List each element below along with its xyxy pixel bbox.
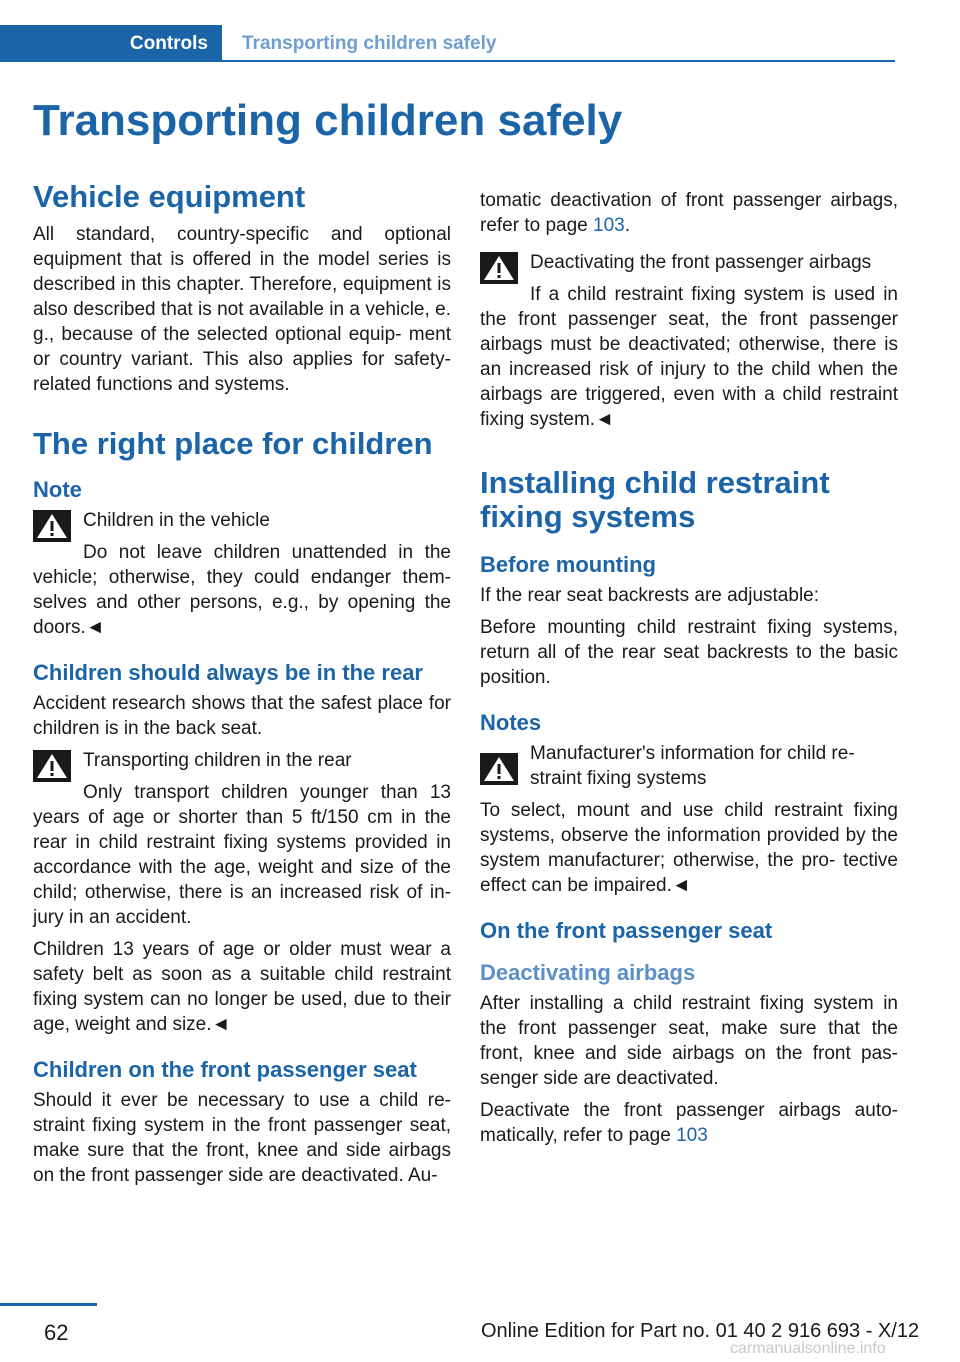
warning-text: Only transport children younger than 13 years of age or shorter than 5 ft/150 cm in the rear in child restraint fixing systems provided in accordance with the age, weight and size of the child; otherwise, there is an increased risk of in- jury in an accident. (33, 782, 451, 928)
paragraph-rear: Accident research shows that the safest place for children is in the back seat. (33, 693, 451, 739)
breadcrumb: Transporting children safely (242, 32, 497, 54)
right-column (480, 188, 898, 1155)
paragraph-before-1: If the rear seat backrests are adjustable: (480, 585, 820, 606)
heading-front-seat: Children on the front passenger seat (33, 1057, 417, 1082)
heading-before-mounting: Before mounting (480, 552, 656, 577)
warning-deactivating-airbags (480, 250, 898, 275)
paragraph-deactivate-1: After installing a child restraint fixing system in the front passenger seat, make sure that the front, knee and side airbags on the front pas- senger side are deactivated. (480, 993, 898, 1089)
warning-manufacturer-info (480, 741, 898, 791)
warning-title: Transporting children in the rear (83, 750, 352, 771)
paragraph-13-years: Children 13 years of age or older must wear a safety belt as soon as a suitable child restraint fixing system can no longer be used, due to their age, weight and size.◄ (33, 939, 451, 1035)
paragraph-notes: To select, mount and use child restraint fixing systems, observe the information provided by the system manufacturer; otherwise, the pro- tective effect can be impaired.◄ (480, 800, 898, 896)
page-number: 62 (44, 1320, 69, 1345)
warning-title: Children in the vehicle (83, 510, 270, 531)
heading-rear: Children should always be in the rear (33, 660, 423, 685)
paragraph-deactivate-2-text: Deactivate the front passenger airbags auto- matically, refer to page (480, 1100, 898, 1146)
left-column (33, 180, 451, 1195)
warning-triangle-icon (480, 252, 518, 284)
warning-text: If a child restraint fixing system is used in the front passenger seat, the front passenger airbags must be deactivated; otherwise, there is an increased risk of injury to the child when the airbags are triggered, even with a child restraint fixing system.◄ (480, 284, 898, 430)
header-rule (222, 60, 895, 62)
heading-vehicle-equipment: Vehicle equipment (33, 179, 306, 214)
heading-installing: Installing child restraint fixing systems (480, 465, 830, 534)
edition-line: Online Edition for Part no. 01 40 2 916 693 - X/12 (481, 1320, 920, 1342)
page-link-103[interactable]: 103 (593, 215, 625, 236)
paragraph-deactivate-2 (480, 1098, 898, 1148)
paragraph-before-2: Before mounting child restraint fixing systems, return all of the rear seat backrests to the basic position. (480, 617, 898, 688)
section-tab: Controls (0, 25, 222, 62)
warning-title: Manufacturer's information for child re- straint fixing systems (530, 743, 855, 789)
warning-triangle-icon (33, 750, 71, 782)
paragraph-front-seat: Should it ever be necessary to use a child re- straint fixing system in the front passenger seat, make sure that the front, knee and side airbags on the front passenger side are deactivated. Au- (33, 1090, 451, 1186)
watermark: carmanualsonline.info (730, 1340, 886, 1357)
warning-children-rear (33, 748, 451, 773)
page-link-103[interactable]: 103 (676, 1125, 708, 1146)
paragraph-continued: tomatic deactivation of front passenger airbags, refer to page 103. (480, 190, 898, 236)
warning-title: Deactivating the front passenger airbags (530, 252, 872, 273)
footer-rule (0, 1303, 97, 1306)
warning-children-in-vehicle (33, 508, 451, 533)
heading-deactivating-airbags: Deactivating airbags (480, 960, 696, 985)
page-title: Transporting children safely (33, 96, 623, 145)
warning-triangle-icon (33, 510, 71, 542)
warning-triangle-icon (480, 753, 518, 785)
heading-on-front-seat: On the front passenger seat (480, 918, 773, 943)
warning-text: Do not leave children unattended in the vehicle; otherwise, they could endanger them- selves and other persons, e.g., by opening the doors.◄ (33, 542, 451, 638)
heading-note: Note (33, 477, 82, 502)
paragraph-continued-text: tomatic deactivation of front passenger airbags, refer to page (480, 190, 898, 236)
paragraph-equipment: All standard, country-specific and optional equipment that is offered in the model series is described in this chapter. Therefore, equipment is also described that is not available in a vehicle, e. g., because of the selected optional equip- ment or country variant. This also applies for safety-related functions and systems. (33, 224, 451, 395)
heading-notes: Notes (480, 710, 542, 735)
heading-right-place: The right place for children (33, 426, 433, 461)
